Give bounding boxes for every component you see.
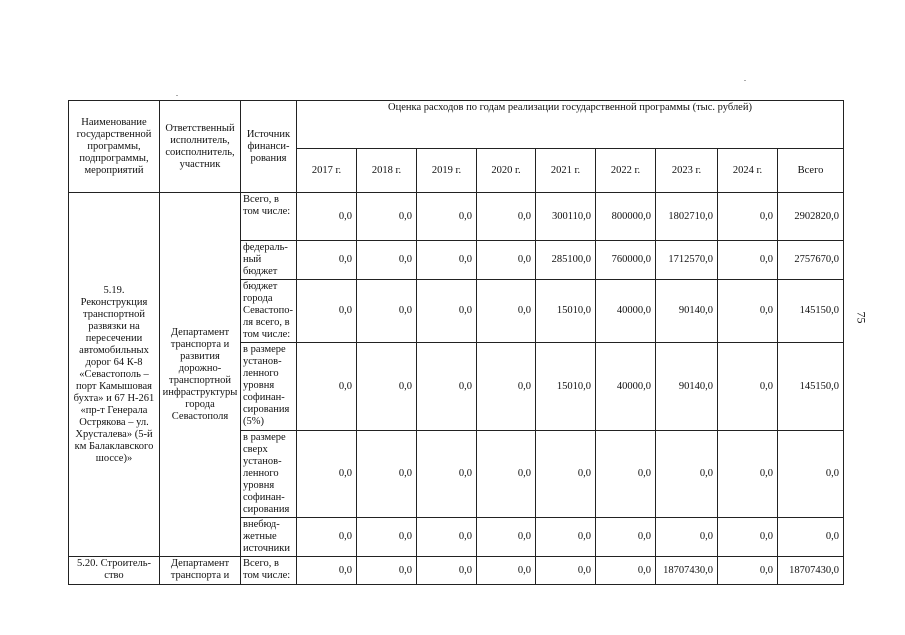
year-2021: 2021 г. (536, 149, 596, 193)
value-cell: 0,0 (477, 431, 536, 518)
item-name: 5.20. Строитель-ство (69, 557, 160, 585)
value-cell: 0,0 (596, 557, 656, 585)
value-cell: 0,0 (357, 557, 417, 585)
value-cell: 0,0 (417, 193, 477, 241)
value-cell: 0,0 (297, 280, 357, 343)
value-cell: 0,0 (477, 193, 536, 241)
value-cell: 0,0 (536, 431, 596, 518)
value-cell: 0,0 (656, 431, 718, 518)
value-cell: 0,0 (357, 280, 417, 343)
value-cell: 0,0 (718, 343, 778, 431)
value-cell: 0,0 (596, 431, 656, 518)
value-cell: 0,0 (596, 518, 656, 557)
value-cell: 0,0 (718, 557, 778, 585)
year-2019: 2019 г. (417, 149, 477, 193)
year-total: Всего (778, 149, 844, 193)
value-cell: 0,0 (718, 241, 778, 280)
value-cell: 0,0 (357, 343, 417, 431)
value-cell: 0,0 (718, 280, 778, 343)
year-2020: 2020 г. (477, 149, 536, 193)
value-cell: 1802710,0 (656, 193, 718, 241)
value-cell: 800000,0 (596, 193, 656, 241)
value-cell: 0,0 (477, 241, 536, 280)
item-executor: Департамент транспорта и (160, 557, 241, 585)
value-cell: 760000,0 (596, 241, 656, 280)
value-cell: 0,0 (718, 193, 778, 241)
value-cell: 0,0 (357, 431, 417, 518)
value-cell: 0,0 (417, 518, 477, 557)
header-executor: Ответственный исполнитель, соисполнитель, участник (160, 101, 241, 193)
value-cell: 2902820,0 (778, 193, 844, 241)
item-executor: Департамент транспорта и развития дорожно-транспортной инфраструктуры города Севастополя (160, 193, 241, 557)
value-cell: 2757670,0 (778, 241, 844, 280)
value-cell: 0,0 (297, 343, 357, 431)
year-2024: 2024 г. (718, 149, 778, 193)
value-cell: 0,0 (297, 193, 357, 241)
value-cell: 0,0 (477, 557, 536, 585)
value-cell: 0,0 (417, 241, 477, 280)
page-number: 75 (854, 311, 869, 324)
item-name: 5.19. Реконструкция транспортной развязки на пересечении автомобильных дорог 64 К-8 «Севастополь – порт Камышовая бухта» и 67 Н-261 «пр-т Генерала Острякова – ул. Хрусталева» (5-й км Балаклавского шоссе)» (69, 193, 160, 557)
value-cell: 0,0 (417, 557, 477, 585)
table-row (69, 193, 844, 241)
value-cell: 0,0 (417, 343, 477, 431)
header-source: Источник финанси-рования (241, 101, 297, 193)
value-cell: 90140,0 (656, 280, 718, 343)
value-cell: 145150,0 (778, 343, 844, 431)
value-cell: 90140,0 (656, 343, 718, 431)
value-cell: 0,0 (417, 431, 477, 518)
value-cell: 18707430,0 (656, 557, 718, 585)
source-cell: федераль-ный бюджет (241, 241, 297, 280)
year-2017: 2017 г. (297, 149, 357, 193)
value-cell: 18707430,0 (778, 557, 844, 585)
value-cell: 0,0 (297, 557, 357, 585)
value-cell: 1712570,0 (656, 241, 718, 280)
value-cell: 0,0 (477, 280, 536, 343)
source-cell: бюджет города Севастопо-ля всего, в том числе: (241, 280, 297, 343)
value-cell: 0,0 (536, 518, 596, 557)
value-cell: 0,0 (477, 518, 536, 557)
value-cell: 15010,0 (536, 343, 596, 431)
year-2022: 2022 г. (596, 149, 656, 193)
value-cell: 0,0 (536, 557, 596, 585)
source-cell: в размере установ-ленного уровня софинан-сирования (5%) (241, 343, 297, 431)
year-2023: 2023 г. (656, 149, 718, 193)
source-cell: Всего, в том числе: (241, 193, 297, 241)
value-cell: 0,0 (357, 193, 417, 241)
value-cell: 0,0 (656, 518, 718, 557)
value-cell: 40000,0 (596, 343, 656, 431)
source-cell: в размере сверх установ-ленного уровня софинан-сирования (241, 431, 297, 518)
budget-table (68, 100, 844, 585)
value-cell: 0,0 (778, 431, 844, 518)
source-cell: Всего, в том числе: (241, 557, 297, 585)
value-cell: 0,0 (357, 518, 417, 557)
value-cell: 0,0 (477, 343, 536, 431)
value-cell: 0,0 (718, 431, 778, 518)
value-cell: 285100,0 (536, 241, 596, 280)
value-cell: 0,0 (718, 518, 778, 557)
year-2018: 2018 г. (357, 149, 417, 193)
table-row (69, 557, 844, 585)
budget-table-container (68, 100, 844, 585)
value-cell: 300110,0 (536, 193, 596, 241)
header-name: Наименование государственной программы, подпрограммы, мероприятий (69, 101, 160, 193)
value-cell: 0,0 (297, 241, 357, 280)
value-cell: 0,0 (297, 431, 357, 518)
value-cell: 0,0 (417, 280, 477, 343)
header-estimate: Оценка расходов по годам реализации государственной программы (тыс. рублей) (297, 101, 844, 149)
value-cell: 15010,0 (536, 280, 596, 343)
value-cell: 0,0 (297, 518, 357, 557)
value-cell: 145150,0 (778, 280, 844, 343)
value-cell: 0,0 (357, 241, 417, 280)
value-cell: 0,0 (778, 518, 844, 557)
value-cell: 40000,0 (596, 280, 656, 343)
source-cell: внебюд-жетные источники (241, 518, 297, 557)
